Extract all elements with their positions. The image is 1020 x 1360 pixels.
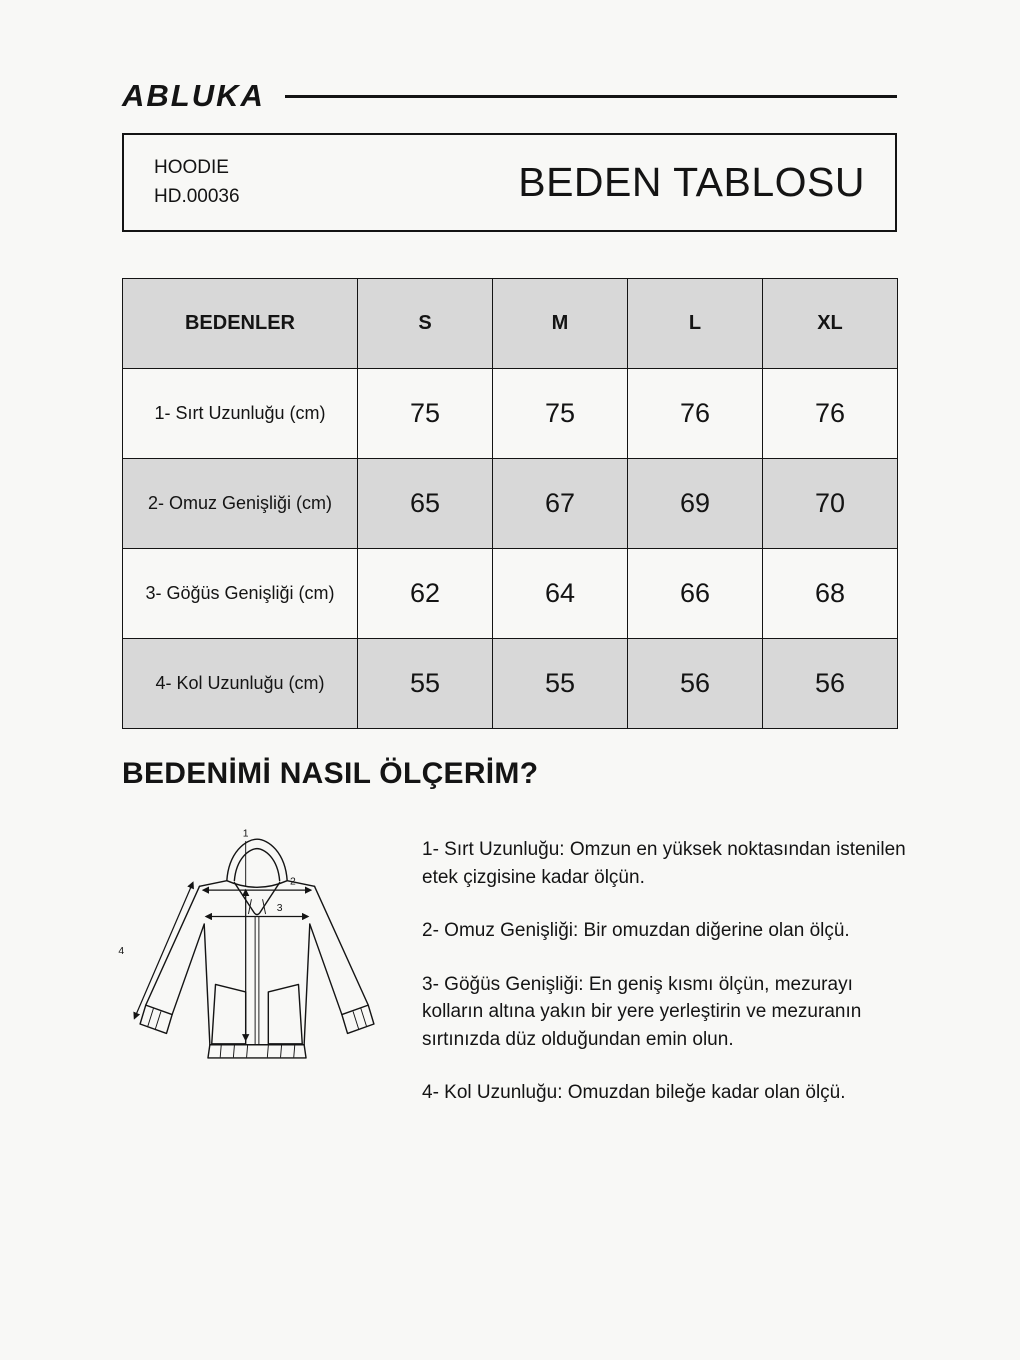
table-row	[123, 369, 898, 459]
measurement-label: 4- Kol Uzunluğu (cm)	[123, 639, 358, 729]
table-row	[123, 549, 898, 639]
brand-row	[122, 78, 897, 114]
hoodie-measurement-diagram	[106, 826, 408, 1090]
diagram-label-1: 1	[242, 828, 249, 840]
instruction-shoulder-width: 2- Omuz Genişliği: Bir omuzdan diğerine olan ölçü.	[422, 920, 850, 942]
size-value: 76	[763, 369, 898, 459]
diagram-label-3: 3	[276, 902, 283, 914]
instruction-chest-width: 3- Göğüs Genişliği: En geniş kısmı ölçün, mezurayı kolların altına yakın bir yere yerleştirin ve mezuranın sırtınızda düz olduğundan emin olun.	[422, 973, 862, 1050]
brand-divider-line	[285, 95, 897, 98]
size-value: 75	[493, 369, 628, 459]
size-value: 67	[493, 459, 628, 549]
size-value: 56	[763, 639, 898, 729]
measurement-label: 3- Göğüs Genişliği (cm)	[123, 549, 358, 639]
diagram-number-labels	[118, 828, 296, 957]
size-value: 70	[763, 459, 898, 549]
size-value: 55	[493, 639, 628, 729]
column-header-xl: XL	[763, 279, 898, 369]
size-value: 66	[628, 549, 763, 639]
column-header-s: S	[358, 279, 493, 369]
instruction-sleeve-length: 4- Kol Uzunluğu: Omuzdan bileğe kadar olan ölçü.	[422, 1082, 846, 1104]
brand-logo: ABLUKA	[122, 78, 265, 113]
size-value: 65	[358, 459, 493, 549]
diagram-label-2: 2	[289, 876, 296, 888]
measurement-instructions	[422, 836, 910, 1133]
size-value: 75	[358, 369, 493, 459]
column-header-bedenler: BEDENLER	[123, 279, 358, 369]
instruction-back-length: 1- Sırt Uzunluğu: Omzun en yüksek noktasından istenilen etek çizgisine kadar ölçün.	[422, 839, 906, 888]
size-value: 56	[628, 639, 763, 729]
diagram-label-4: 4	[118, 946, 125, 958]
column-header-m: M	[493, 279, 628, 369]
size-value: 76	[628, 369, 763, 459]
column-header-l: L	[628, 279, 763, 369]
measurement-label: 2- Omuz Genişliği (cm)	[123, 459, 358, 549]
product-meta	[154, 154, 240, 211]
product-info-box	[122, 133, 897, 232]
product-name: HOODIE	[154, 157, 229, 178]
size-value: 68	[763, 549, 898, 639]
table-header-row	[123, 279, 898, 369]
table-row	[123, 639, 898, 729]
hoodie-outline	[140, 839, 374, 1058]
size-table	[122, 278, 898, 729]
measurement-label: 1- Sırt Uzunluğu (cm)	[123, 369, 358, 459]
table-row	[123, 459, 898, 549]
size-value: 69	[628, 459, 763, 549]
size-value: 64	[493, 549, 628, 639]
size-value: 62	[358, 549, 493, 639]
section-heading: BEDENİMİ NASIL ÖLÇERİM?	[122, 757, 539, 790]
product-code: HD.00036	[154, 185, 240, 207]
size-value: 55	[358, 639, 493, 729]
page-title: BEDEN TABLOSU	[518, 159, 865, 205]
